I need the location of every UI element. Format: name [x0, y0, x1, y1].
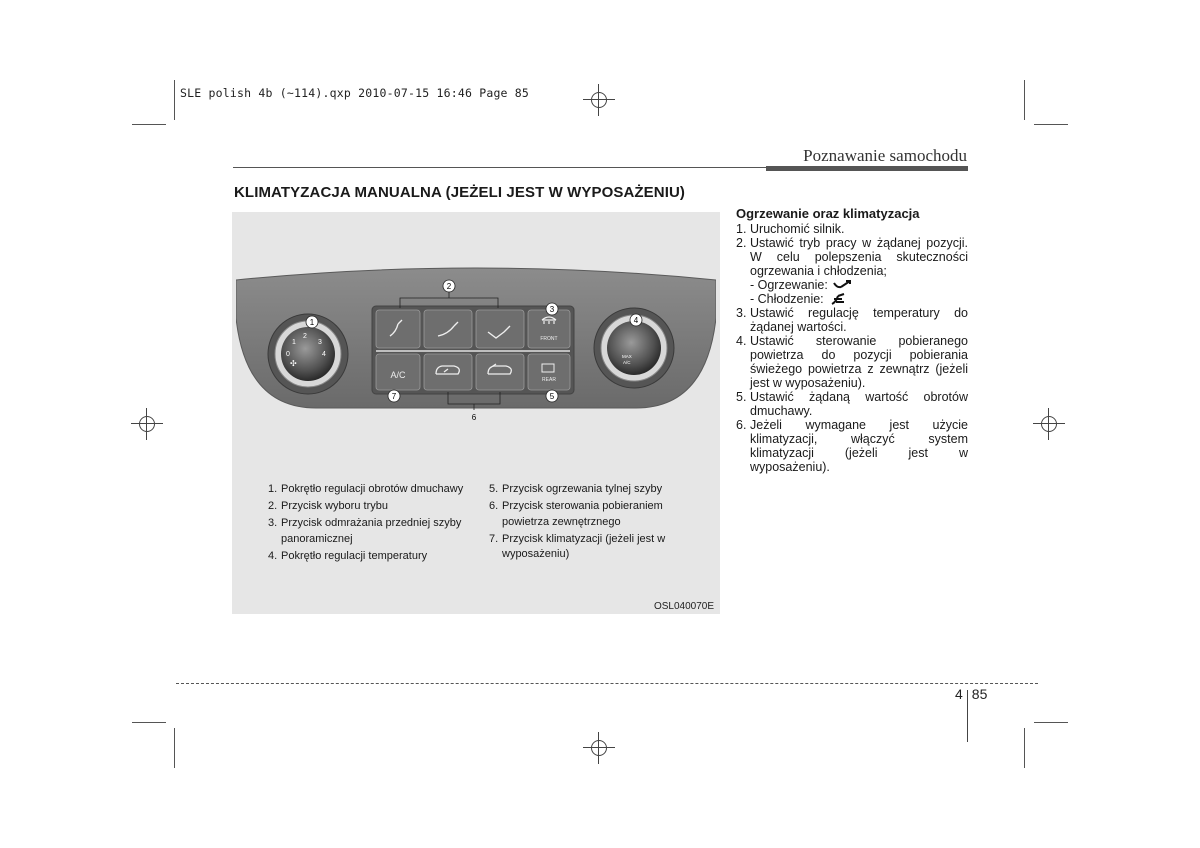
svg-text:7: 7	[391, 392, 397, 401]
sub-item-cooling: - Chłodzenie:	[736, 292, 968, 306]
mode-button-face-feet	[424, 310, 472, 348]
fan-speed-0: 0	[286, 351, 290, 358]
crop-mark	[132, 722, 166, 723]
crop-mark	[1034, 124, 1068, 125]
instruction-step: 5. Ustawić żądaną wartość obrotów dmuchawy.	[736, 390, 968, 418]
face-vent-icon	[828, 292, 848, 306]
sub-item-heating: - Ogrzewanie:	[736, 278, 968, 292]
legend-item: 1. Pokrętło regulacji obrotów dmuchawy	[268, 483, 464, 495]
callout-1	[306, 316, 318, 328]
fan-speed-3: 3	[318, 339, 322, 346]
crop-mark	[174, 80, 175, 120]
temp-max-label: MAX	[622, 354, 632, 359]
figure-code: OSL040070E	[653, 601, 714, 612]
figure-legend-left	[268, 482, 478, 566]
section-title: KLIMATYZACJA MANUALNA (JEŻELI JEST W WYPOSAŻENIU)	[234, 184, 686, 201]
registration-mark-top	[583, 84, 615, 116]
fan-icon: ✣	[290, 359, 297, 368]
mode-button-feet	[476, 310, 524, 348]
legend-item: 6. Przycisk sterowania pobieraniem powietrza zewnętrznego	[489, 500, 663, 528]
floor-heat-icon	[832, 279, 852, 291]
file-info: SLE polish 4b (~114).qxp 2010-07-15 16:46 Page 85	[180, 86, 530, 100]
rear-label: REAR	[542, 377, 556, 383]
temp-ac-label: A/C	[623, 360, 631, 365]
registration-mark-right	[1033, 408, 1065, 440]
instruction-step: 1. Uruchomić silnik.	[736, 222, 845, 236]
figure-climate-panel	[232, 212, 720, 614]
instructions-heading: Ogrzewanie oraz klimatyzacja	[736, 206, 920, 221]
svg-text:6: 6	[471, 413, 477, 422]
fresh-air-button	[476, 354, 524, 390]
ac-label: A/C	[390, 370, 406, 380]
callout-4	[630, 314, 642, 326]
crop-mark	[1024, 728, 1025, 768]
legend-item: 4. Pokrętło regulacji temperatury	[268, 549, 428, 562]
instruction-step: 4. Ustawić sterowanie pobieranego powietrza do pozycji pobierania świeżego powietrza z zewnątrz (jeżeli jest w wyposażeniu).	[736, 334, 968, 390]
instructions-column	[736, 207, 968, 474]
button-divider	[376, 350, 570, 352]
page-number-separator	[967, 690, 968, 742]
registration-mark-left	[131, 408, 163, 440]
instruction-step: 3. Ustawić regulację temperatury do żądanej wartości.	[736, 306, 968, 334]
crop-mark	[1034, 722, 1068, 723]
instruction-step: 2. Ustawić tryb pracy w żądanej pozycji. W celu polepszenia skuteczności ogrzewania i chłodzenia;	[736, 236, 968, 278]
recirc-button	[424, 354, 472, 390]
callout-5	[546, 390, 558, 402]
svg-text:4: 4	[633, 316, 639, 325]
fan-speed-4: 4	[322, 351, 326, 358]
front-label: FRONT	[540, 336, 558, 342]
registration-mark-bottom	[583, 732, 615, 764]
crop-mark	[132, 124, 166, 125]
legend-item: 3. Przycisk odmrażania przedniej szyby panoramicznej	[268, 517, 462, 545]
instruction-step: 6. Jeżeli wymagane jest użycie klimatyzacji, włączyć system klimatyzacji (jeżeli jest w wyposażeniu).	[736, 418, 968, 474]
legend-item: 7. Przycisk klimatyzacji (jeżeli jest w wyposażeniu)	[489, 532, 666, 560]
header-bar	[766, 166, 968, 171]
front-defrost-button	[528, 310, 570, 348]
page-number-value: 85	[971, 686, 988, 702]
legend-item: 2. Przycisk wyboru trybu	[268, 500, 388, 512]
callout-7	[388, 390, 400, 402]
crop-mark	[174, 728, 175, 768]
callout-6	[468, 410, 480, 422]
mode-button-face	[376, 310, 420, 348]
svg-text:5: 5	[549, 392, 555, 401]
legend-item: 5. Przycisk ogrzewania tylnej szyby	[489, 483, 663, 495]
footer-rule	[176, 683, 1038, 684]
climate-control-panel-illustration	[236, 258, 716, 424]
page-number	[955, 686, 987, 702]
chapter-number: 4	[955, 686, 963, 702]
svg-text:1: 1	[309, 318, 315, 327]
temp-knob	[607, 321, 661, 375]
fan-speed-2: 2	[303, 333, 307, 340]
svg-text:3: 3	[549, 305, 555, 314]
crop-mark	[1024, 80, 1025, 120]
svg-text:2: 2	[446, 282, 452, 291]
callout-2	[443, 280, 455, 292]
fan-speed-1: 1	[292, 339, 296, 346]
figure-legend-right	[489, 482, 689, 564]
running-head: Poznawanie samochodu	[803, 146, 967, 165]
callout-3	[546, 303, 558, 315]
